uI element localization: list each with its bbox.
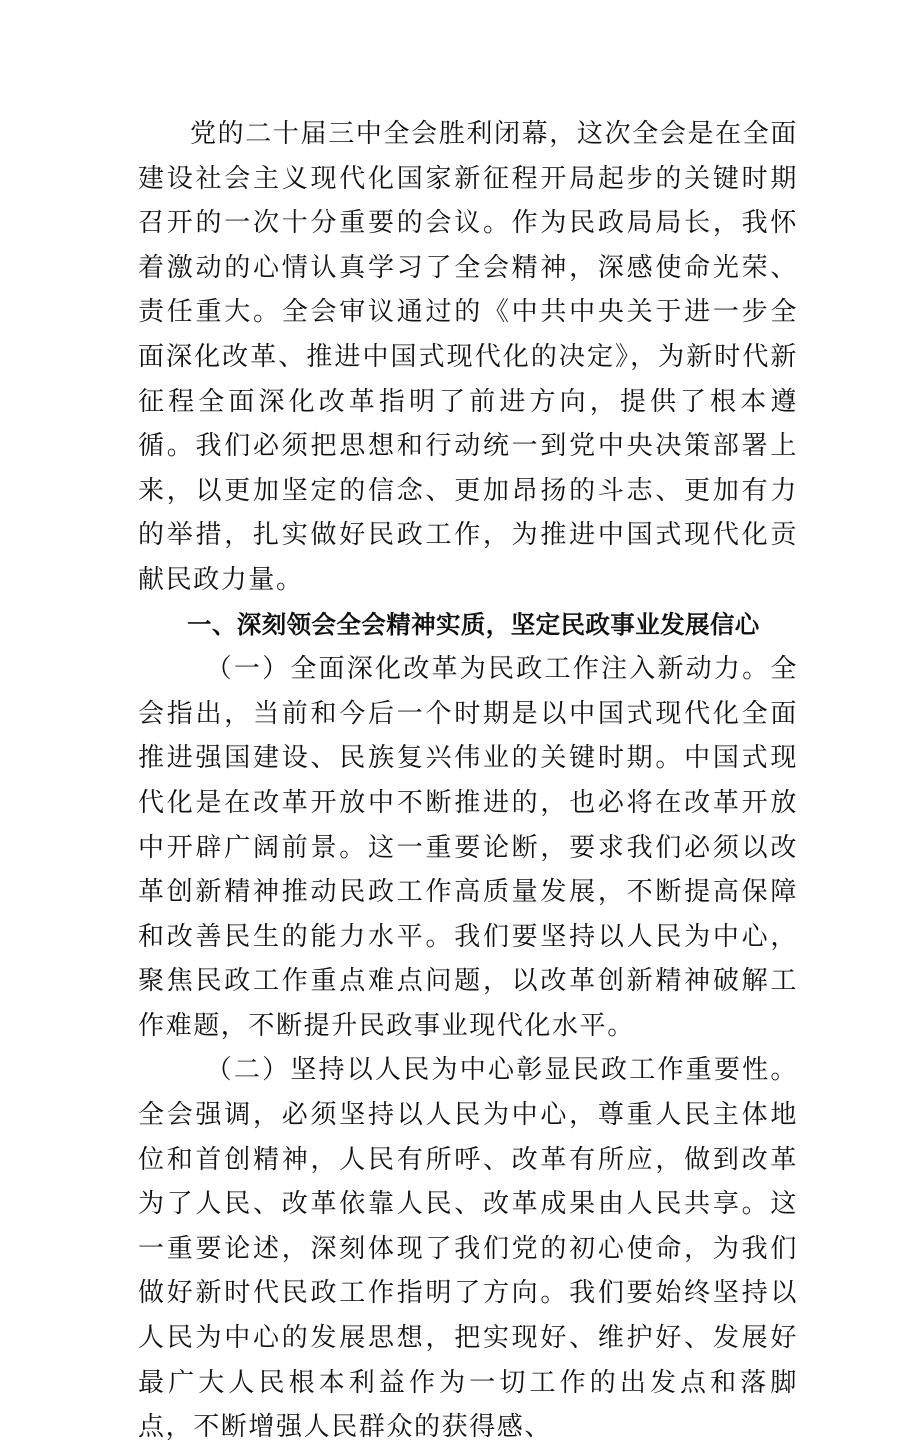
subsection-paragraph-1: （一）全面深化改革为民政工作注入新动力。全会指出，当前和今后一个时期是以中国式现代化全面推进强国建设、民族复兴伟业的关键时期。中国式现代化是在改革开放中不断推进的，也必将在改革开放中开辟广阔前景。这一重要论断，要求我们必须以改革创新精神推动民政工作高质量发展，不断提高保障和改善民生的能力水平。我们要坚持以人民为中心，聚焦民政工作重点难点问题，以改革创新精神破解工作难题，不断提升民政事业现代化水平。 (138, 654, 798, 1041)
intro-paragraph: 党的二十届三中全会胜利闭幕，这次全会是在全面建设社会主义现代化国家新征程开局起步的关键时期召开的一次十分重要的会议。作为民政局局长，我怀着激动的心情认真学习了全会精神，深感使命光荣、责任重大。全会审议通过的《中共中央关于进一步全面深化改革、推进中国式现代化的决定》，为新时代新征程全面深化改革指明了前进方向，提供了根本遵循。我们必须把思想和行动统一到党中央决策部署上来，以更加坚定的信念、更加昂扬的斗志、更加有力的举措，扎实做好民政工作，为推进中国式现代化贡献民政力量。 (138, 119, 798, 595)
document-body (138, 112, 798, 1450)
subsection-paragraph-2: （二）坚持以人民为中心彰显民政工作重要性。全会强调，必须坚持以人民为中心，尊重人民主体地位和首创精神，人民有所呼、改革有所应，做到改革为了人民、改革依靠人民、改革成果由人民共享。这一重要论述，深刻体现了我们党的初心使命，为我们做好新时代民政工作指明了方向。我们要始终坚持以人民为中心的发展思想，把实现好、维护好、发展好最广大人民根本利益作为一切工作的出发点和落脚点，不断增强人民群众的获得感、 (138, 1055, 798, 1443)
section-heading: 一、深刻领会全会精神实质，坚定民政事业发展信心 (187, 609, 760, 639)
